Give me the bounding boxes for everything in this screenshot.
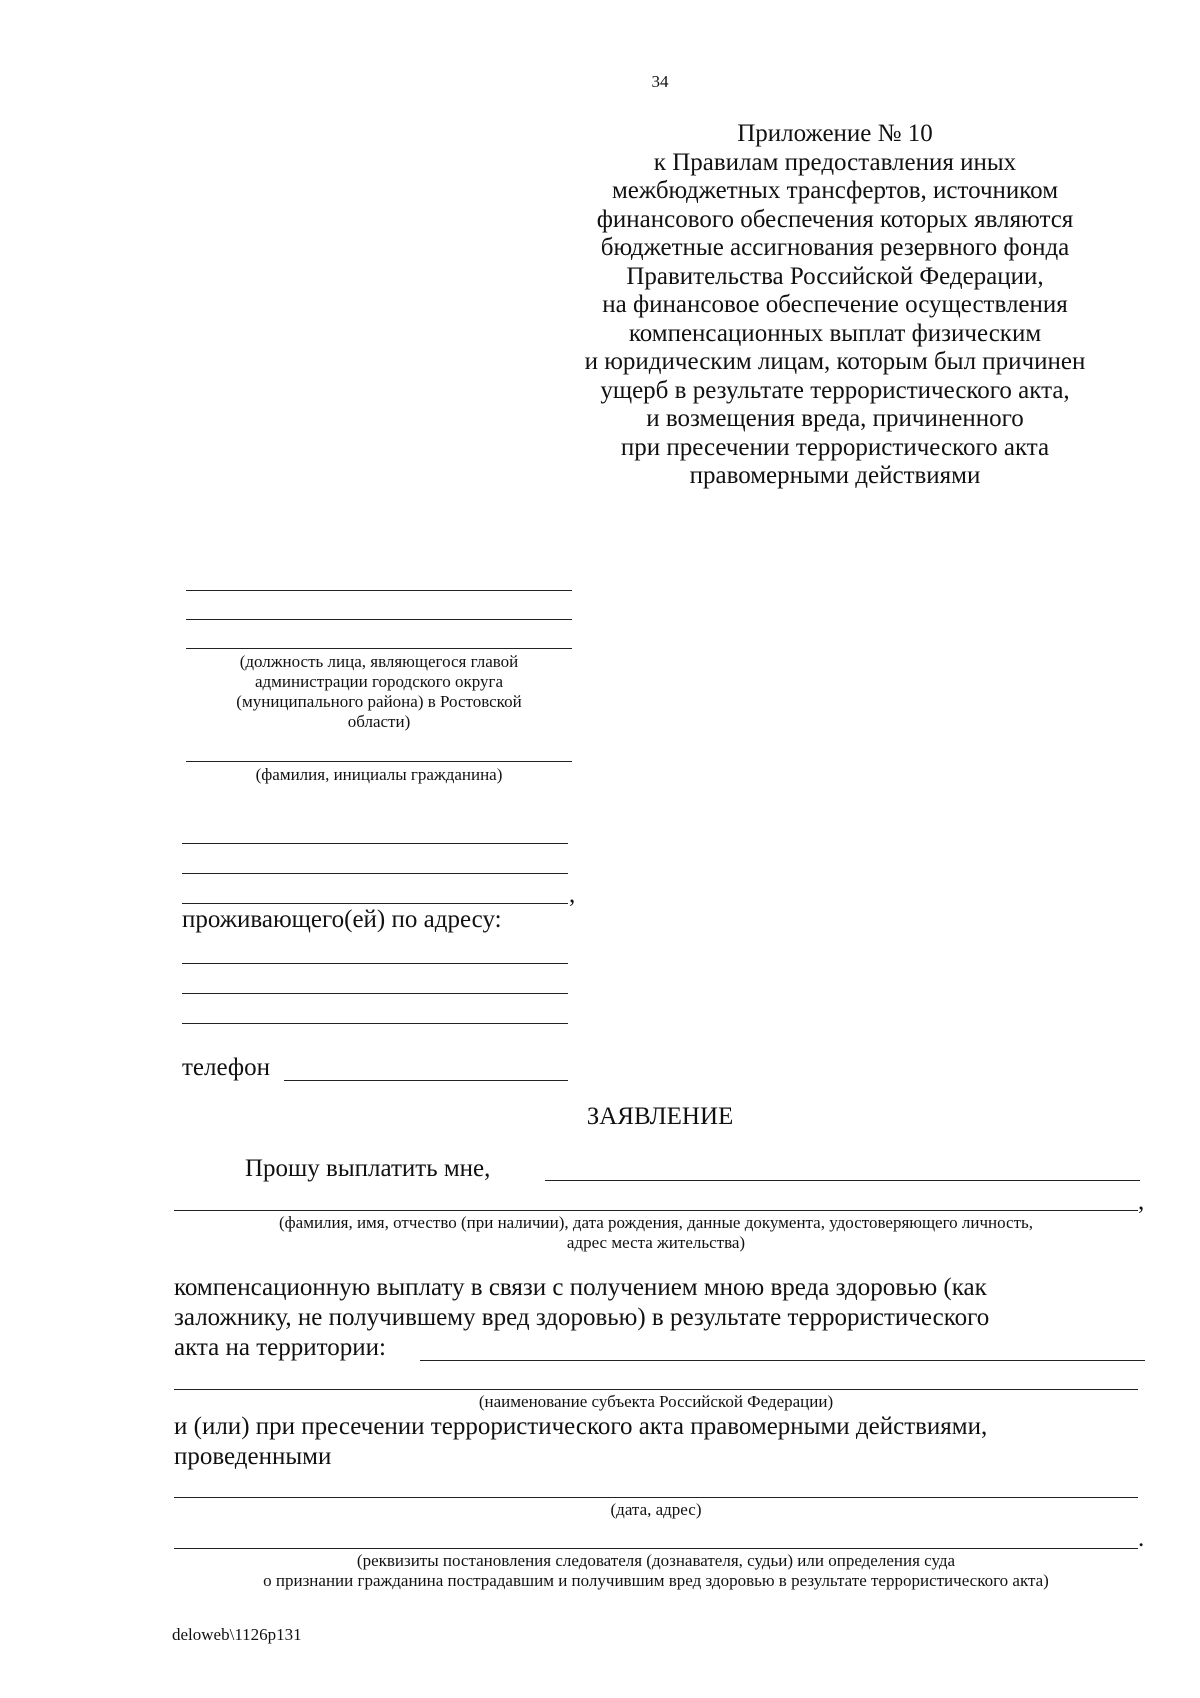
appendix-line: на финансовое обеспечение осуществления [602,291,1068,318]
address-blank-line[interactable] [182,993,568,994]
appendix-line: межбюджетных трансфертов, источником [611,177,1059,204]
date-address-blank-line[interactable] [174,1497,1138,1498]
request-blank-line[interactable] [545,1180,1140,1181]
appendix-line: правомерными действиями [689,462,981,489]
requisites-period: . [1138,1525,1145,1552]
appendix-line: и юридическим лицам, которым был причинен [584,348,1086,375]
address-blank-line[interactable] [182,963,568,964]
phone-label: телефон [182,1054,270,1081]
requisites-caption: (реквизиты постановления следователя (дознавателя, судьи) или определения суда о признании гражданина пострадавшим и получившим вред здоровью в результате террористического акта) [263,1551,1049,1590]
position-blank-line[interactable] [186,619,572,620]
appendix-line: ущерб в результате террористического акта, [600,376,1070,404]
appendix-line: при пресечении террористического акта [620,433,1050,461]
appendix-line: компенсационных выплат физическим [628,319,1042,347]
page-number: 34 [651,72,669,91]
applicant-details-blank-line[interactable] [174,1210,1138,1211]
applicant-details-comma: , [1138,1188,1145,1215]
applicant-details-caption: (фамилия, имя, отчество (при наличии), дата рождения, данные документа, удостоверяющего личность, адрес места жительства) [278,1213,1034,1252]
subject-caption: (наименование субъекта Российской Федерации) [478,1392,834,1411]
applicant-blank-line[interactable] [182,843,568,844]
address-blank-line[interactable] [182,1023,568,1024]
position-blank-line[interactable] [186,648,572,649]
appendix-line: Правительства Российской Федерации, [626,262,1044,290]
appendix-line: к Правилам предоставления иных [653,148,1017,176]
citizen-name-caption: (фамилия, инициалы гражданина) [255,765,503,784]
applicant-blank-line[interactable] [182,873,568,874]
file-reference: deloweb\1126p131 [172,1625,302,1644]
residing-label: проживающего(ей) по адресу: [182,906,502,933]
appendix-line: бюджетные ассигнования резервного фонда [600,234,1070,261]
applicant-comma: , [569,881,576,908]
request-text: Прошу выплатить мне, [245,1155,491,1182]
territory-blank-line[interactable] [420,1360,1145,1361]
body-line: заложнику, не получившему вред здоровью) в результате террористического [174,1304,990,1331]
applicant-blank-line[interactable] [182,903,568,904]
citizen-name-blank-line[interactable] [186,761,572,762]
position-blank-line[interactable] [186,590,572,591]
appendix-line: и возмещения вреда, причиненного [646,405,1024,432]
position-caption: (должность лица, являющегося главой администрации городского округа (муниципального района) в Ростовской области) [236,652,522,731]
appendix-line: Приложение № 10 [737,120,933,147]
appendix-line: финансового обеспечения которых являются [596,205,1074,233]
date-address-caption: (дата, адрес) [610,1500,702,1519]
document-title: ЗАЯВЛЕНИЕ [586,1103,734,1130]
requisites-blank-line[interactable] [174,1548,1138,1549]
suppression-line: проведенными [174,1443,332,1470]
suppression-line: и (или) при пресечении террористического акта правомерными действиями, [174,1413,988,1440]
body-line: акта на территории: [174,1334,386,1361]
body-line: компенсационную выплату в связи с получением мною вреда здоровью (как [174,1274,987,1301]
appendix-header [555,120,1115,491]
subject-blank-line[interactable] [174,1389,1138,1390]
phone-blank-line[interactable] [284,1080,568,1081]
